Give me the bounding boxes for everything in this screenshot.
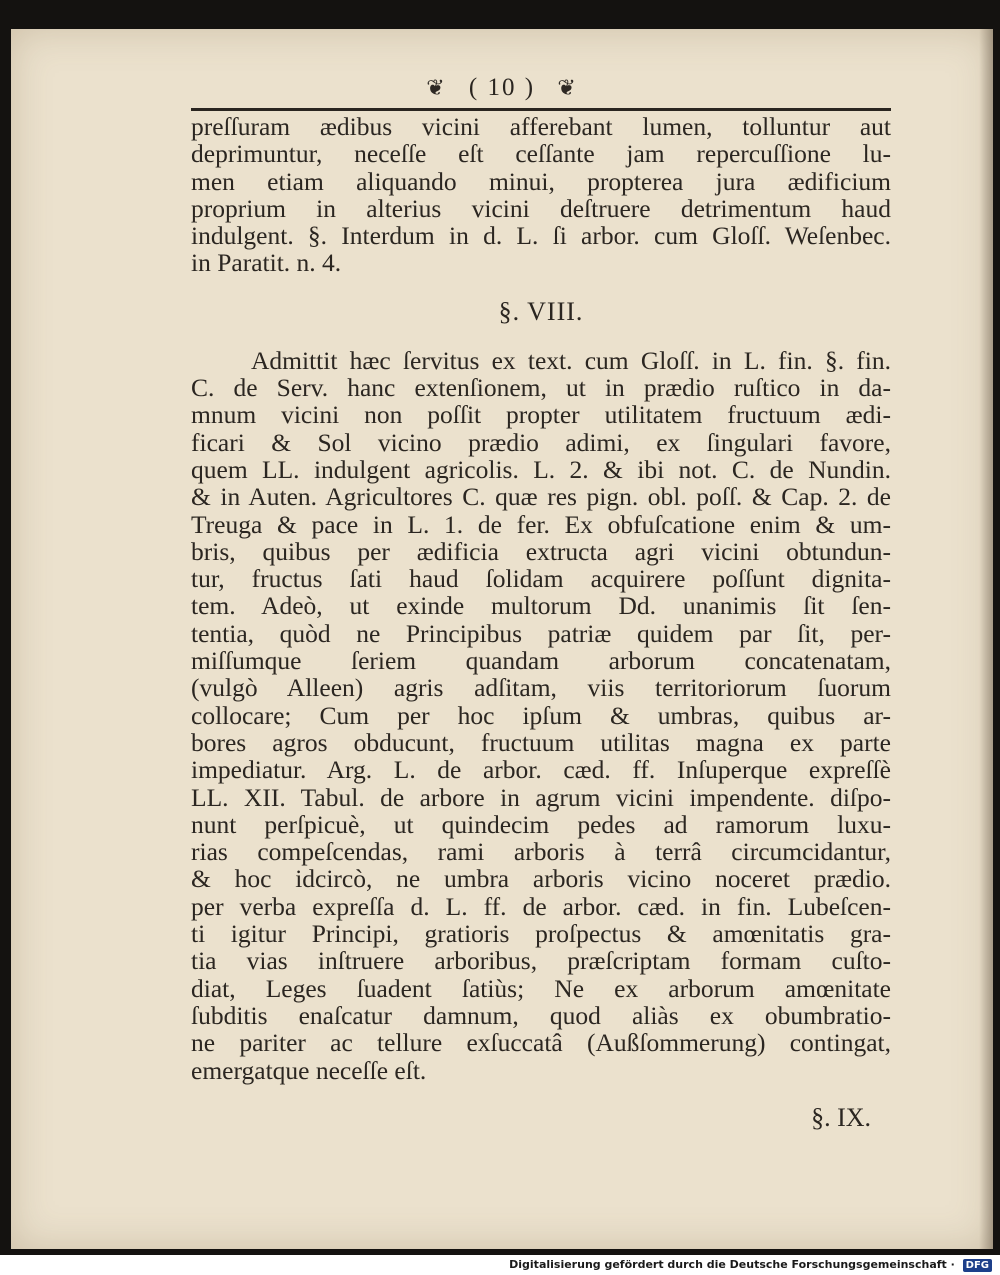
text-line: men etiam aliquando minui, propterea jura ædificium [191, 166, 891, 196]
text-line: indulgent. §. Interdum in d. L. ſi arbor. cum Gloſſ. Weſenbec. [191, 221, 891, 251]
text-line: rias compeſcendas, rami arboris à terrâ circumcidantur, [191, 837, 891, 867]
text-line: deprimuntur, neceſſe eſt ceſſante jam repercuſſione lu- [191, 139, 891, 169]
page-number: ( 10 ) [468, 74, 536, 101]
text-line: LL. XII. Tabul. de arbore in agrum vicini impendente. diſpo- [191, 782, 891, 812]
book-page [11, 29, 993, 1249]
text-line: tem. Adeò, ut exinde multorum Dd. unanimis ſit ſen- [191, 591, 891, 621]
section-heading: §. VIII. [498, 296, 584, 326]
text-line: ne pariter ac tellure exſuccatâ (Außſommerung) contingat, [191, 1028, 891, 1058]
text-line: & in Auten. Agricultores C. quæ res pign. obl. poſſ. & Cap. 2. de [191, 482, 891, 512]
text-line: ficari & Sol vicino prædio adimi, ex ſingulari favore, [191, 427, 891, 457]
text-line: nunt perſpicuè, ut quindecim pedes ad ramorum luxu- [191, 809, 891, 839]
text-line: quem LL. indulgent agricolis. L. 2. & ibi not. C. de Nundin. [191, 454, 891, 484]
text-line: miſſumque ſeriem quandam arborum concatenatam, [191, 646, 891, 676]
header-rule [191, 108, 891, 111]
text-line: bores agros obducunt, fructuum utilitas magna ex parte [191, 727, 891, 757]
credit-text: Digitalisierung gefördert durch die Deutsche Forschungsgemeinschaft · [509, 1258, 955, 1271]
text-line: impediatur. Arg. L. de arbor. cæd. ff. Inſuperque expreſſè [191, 755, 891, 785]
ornament-left-icon: ❦ [426, 75, 447, 100]
text-line: preſſuram ædibus vicini afferebant lumen, tolluntur aut [191, 112, 891, 141]
body-text [191, 113, 891, 1084]
text-line: & hoc idcircò, ne umbra arboris vicino noceret prædio. [191, 864, 891, 894]
text-line: tur, fructus ſati haud ſolidam acquirere poſſunt dignita- [191, 564, 891, 594]
text-line: bris, quibus per ædificia extructa agri vicini obtundun- [191, 536, 891, 566]
text-line: tentia, quòd ne Principibus patriæ quidem par ſit, per- [191, 618, 891, 648]
ornament-right-icon: ❦ [557, 75, 578, 100]
running-head [11, 74, 993, 102]
text-line: per verba expreſſa d. L. ff. de arbor. cæd. in fin. Lubeſcen- [191, 891, 891, 921]
text-line: collocare; Cum per hoc ipſum & umbras, quibus ar- [191, 700, 891, 730]
text-line: (vulgò Alleen) agris adſitam, viis territoriorum ſuorum [191, 673, 891, 703]
text-line: Treuga & pace in L. 1. de fer. Ex obfuſcatione enim & um- [191, 509, 891, 539]
digitization-credit [509, 1258, 992, 1272]
text-line: diat, Leges ſuadent ſatiùs; Ne ex arborum amœnitate [191, 973, 891, 1003]
text-line: tia vias inſtruere arboribus, præſcriptam formam cuſto- [191, 946, 891, 976]
text-line: proprium in alterius vicini deſtruere detrimentum haud [191, 193, 891, 223]
text-line: ti igitur Principi, gratioris proſpectus & amœnitatis gra- [191, 919, 891, 949]
text-line: Admittit hæc ſervitus ex text. cum Gloſſ. in L. fin. §. fin. [251, 345, 891, 375]
dfg-logo-icon: DFG [963, 1259, 992, 1272]
text-line: mnum vicini non poſſit propter utilitatem fructuum ædi- [191, 400, 891, 430]
text-line: ſubditis enaſcatur damnum, quod aliàs ex obumbratio- [191, 1000, 891, 1030]
text-line: emergatque neceſſe eſt. [191, 1055, 427, 1085]
catchword: §. IX. [811, 1103, 871, 1132]
text-line: C. de Serv. hanc extenſionem, ut in prædio ruſtico in da- [191, 373, 891, 403]
text-line: in Paratit. n. 4. [191, 248, 342, 278]
